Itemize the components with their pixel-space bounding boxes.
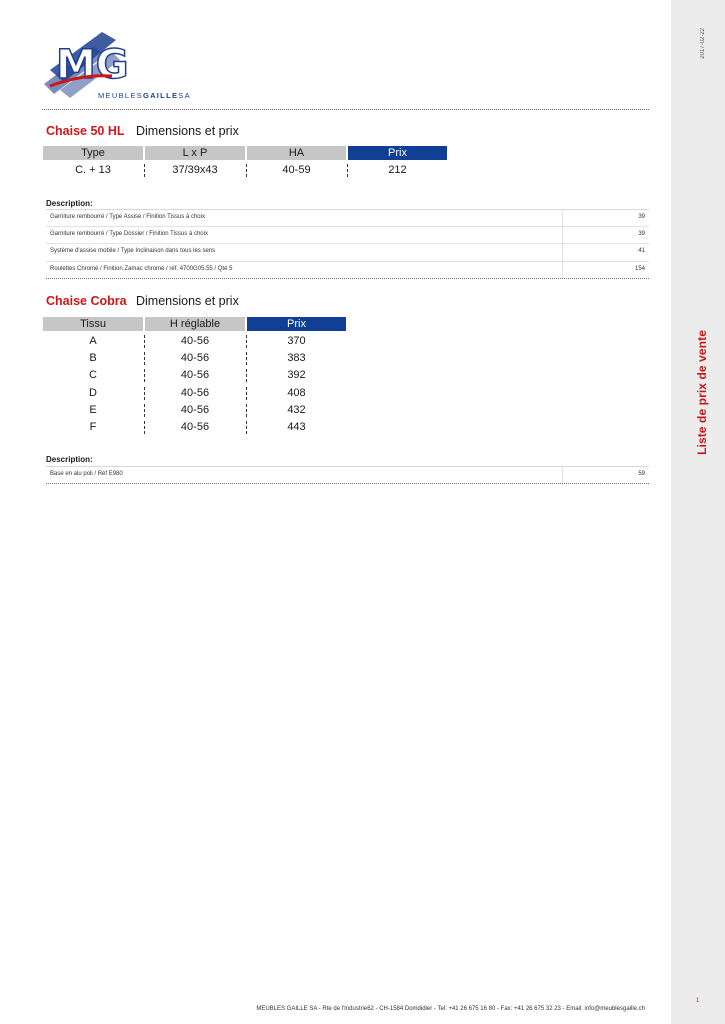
cell-h-reglable: 40-56 — [180, 421, 210, 433]
company-name: MEUBLESGAILLESA — [98, 91, 191, 100]
document-date: 2017-02-22 — [700, 28, 706, 59]
cell-tissu: D — [89, 386, 97, 399]
description-table — [46, 209, 649, 279]
col-header-prix: Prix — [348, 146, 447, 160]
description-table — [46, 466, 649, 484]
description-row — [46, 209, 649, 227]
column-separator — [144, 404, 145, 417]
description-label: Description: — [46, 455, 93, 464]
cell-h-reglable: 40-56 — [180, 352, 210, 365]
col-header-type: Type — [43, 146, 143, 160]
description-row — [46, 244, 649, 262]
column-separator — [246, 352, 247, 365]
column-separator — [144, 335, 145, 348]
description-text: Garniture rembourré / Type Dossier / Finition Tissus à choix — [50, 230, 208, 237]
col-header-prix: Prix — [247, 317, 346, 331]
section-title-chaise-cobra: Chaise Cobra — [46, 294, 127, 308]
cell-tissu: E — [89, 403, 97, 416]
cell-h-reglable: 40-56 — [180, 403, 210, 416]
description-text: Garniture rembourré / Type Assise / Finition Tissus à choix — [50, 214, 205, 220]
description-text: Base en alu poli / Réf E980 — [50, 471, 123, 477]
cell-ha: 40-59 — [282, 164, 311, 176]
description-price: 39 — [638, 230, 645, 237]
cell-tissu: B — [89, 352, 97, 365]
column-separator — [144, 369, 145, 382]
cell-h-reglable: 40-56 — [180, 335, 210, 347]
description-price: 154 — [634, 265, 645, 272]
description-price: 41 — [638, 248, 645, 254]
column-separator — [144, 164, 145, 177]
col-header-h-reglable: H réglable — [145, 317, 245, 331]
page-number: 1 — [696, 998, 700, 1004]
cell-prix: 432 — [287, 403, 306, 416]
footer-contact: MEUBLES GAILLE SA - Rte de l'Industrie62 - CH-1584 Domdidier - Tel: +41 26 675 16 80 - Fax: +41 26 675 32 23 - Email: info@meublesgaille.ch — [256, 1006, 645, 1012]
cell-tissu: A — [89, 335, 97, 347]
description-label: Description: — [46, 199, 93, 208]
section-subtitle: Dimensions et prix — [136, 294, 239, 308]
description-row — [46, 466, 649, 484]
description-text: Roulettes Chromé / Finition Zamac chromé / réf. 4700G05.55 / Qté 5 — [50, 265, 233, 272]
column-separator — [246, 335, 247, 348]
column-separator — [347, 164, 348, 177]
cell-h-reglable: 40-56 — [180, 386, 210, 399]
logo-monogram: MG — [56, 42, 129, 88]
description-row — [46, 227, 649, 245]
cell-prix: 383 — [287, 352, 306, 365]
description-price: 59 — [638, 471, 645, 477]
description-row — [46, 262, 649, 280]
section-title-chaise-50-hl: Chaise 50 HL — [46, 124, 125, 138]
cell-prix: 212 — [388, 164, 407, 176]
cell-type: C. + 13 — [75, 164, 111, 176]
column-separator — [246, 387, 247, 400]
right-sidebar — [671, 0, 725, 1024]
column-separator — [246, 404, 247, 417]
col-header-ha: HA — [247, 146, 346, 160]
column-separator — [246, 369, 247, 382]
cell-prix: 443 — [287, 421, 306, 433]
column-separator — [144, 352, 145, 365]
column-separator — [144, 387, 145, 400]
header-divider — [42, 109, 649, 110]
cell-prix: 370 — [287, 335, 306, 347]
column-separator — [144, 421, 145, 434]
section-subtitle: Dimensions et prix — [136, 124, 239, 138]
cell-tissu: F — [89, 421, 97, 433]
cell-prix: 408 — [287, 386, 306, 399]
col-header-lxp: L x P — [145, 146, 245, 160]
column-separator — [246, 164, 247, 177]
cell-h-reglable: 40-56 — [180, 369, 210, 382]
col-header-tissu: Tissu — [43, 317, 143, 331]
description-price: 39 — [638, 214, 645, 220]
column-separator — [246, 421, 247, 434]
cell-prix: 392 — [287, 369, 306, 382]
description-text: Système d'assise mobile / Type Inclinaison dans tous les sens — [50, 248, 216, 254]
sidebar-title: Liste de prix de vente — [695, 330, 709, 455]
cell-tissu: C — [89, 369, 97, 382]
cell-lxp: 37/39x43 — [172, 164, 218, 176]
